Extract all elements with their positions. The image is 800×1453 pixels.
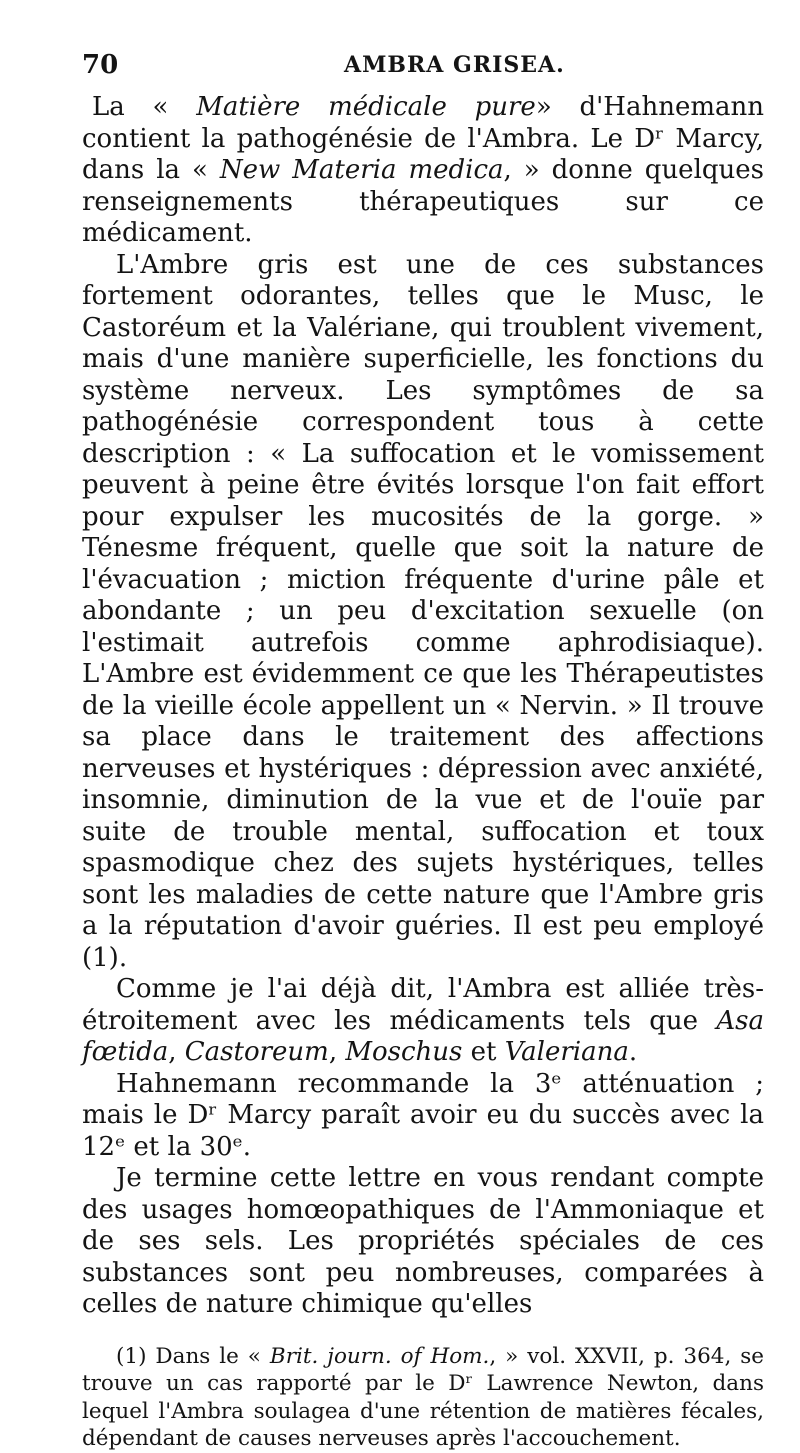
italic-text: Moschus — [345, 1037, 463, 1067]
text-run: La « — [92, 92, 197, 122]
page-header — [82, 50, 764, 90]
text-run: Je termine cette lettre en vous rendant compte des usages homœopathiques de l'Ammoniaque et de ses sels. Les propriétés spéciales de ces substances sont peu nombreuses, comparées à celles de nature chimique qu'elles — [82, 1163, 764, 1319]
text-run: (1) Dans le « — [116, 1343, 270, 1369]
italic-text: Asa fœtida — [82, 1005, 764, 1067]
running-head: AMBRA GRISEA. — [344, 52, 565, 78]
footnote — [82, 1343, 764, 1453]
paragraph — [82, 974, 764, 1069]
page-number: 70 — [82, 50, 119, 80]
text-run: , » donne quelques renseignements thérapeutiques sur ce médicament. — [82, 155, 765, 248]
italic-text: Castoreum — [184, 1037, 329, 1067]
footnote-paragraph — [82, 1343, 764, 1453]
text-run: L'Ambre gris est une de ces substances fortement odorantes, telles que le Musc, le Castoréum et la Valériane, qui troublent vivement, mais d'une manière superficielle, les fonctions du système nerveux. Les symptômes de sa pathogénésie correspondent tous à cette description : « La suffocation et le vomissement peuvent à peine être évités lorsque l'on fait effort pour expulser les mucosités de la gorge. » Ténesme fréquent, quelle que soit la nature de l'évacuation ; miction fréquente d'urine pâle et abondante ; un peu d'excitation sexuelle (on l'estimait autrefois comme aphrodisiaque). L'Ambre est évidemment ce que les Thérapeutistes de la vieille école appellent un « Nervin. » Il trouve sa place dans le traitement des affections nerveuses et hystériques : dépression avec anxiété, insomnie, diminution de la vue et de l'ouïe par suite de trouble mental, suffocation et toux spasmodique chez des sujets hystériques, telles sont les maladies de cette nature que l'Ambre gris a la réputation d'avoir guéries. Il est peu employé (1). — [82, 249, 764, 973]
paragraph — [82, 92, 764, 250]
paragraph — [82, 1163, 764, 1321]
text-run: Comme je l'ai déjà dit, l'Ambra est alliée très-étroitement avec les médicaments tels que — [82, 974, 764, 1036]
paragraph — [82, 1069, 764, 1164]
body-text — [82, 92, 764, 1321]
text-run: . — [628, 1037, 638, 1067]
text-run: , — [328, 1037, 346, 1067]
text-run: , — [168, 1037, 185, 1067]
text-run: » d'Hahnemann contient la pathogénésie de l'Ambra. Le Dʳ Marcy, dans la « — [82, 92, 764, 185]
text-run: , » vol. XXVII, p. 364, se trouve un cas rapporté par le Dʳ Lawrence Newton, dans lequel l'Ambra soulagea d'une rétention de matières fécales, dépendant de causes nerveuses après l'accouchement. — [82, 1343, 764, 1451]
italic-text: Matière médicale pure — [196, 92, 536, 122]
italic-text: New Materia medica — [219, 155, 504, 185]
text-run: Hahnemann recommande la 3ᵉ atténuation ; mais le Dʳ Marcy paraît avoir eu du succès avec la 12ᵉ et la 30ᵉ. — [82, 1068, 764, 1162]
italic-text: Brit. journ. of Hom. — [269, 1343, 490, 1369]
text-run: et — [462, 1037, 505, 1067]
paragraph — [82, 250, 764, 975]
italic-text: Valeriana — [504, 1037, 629, 1067]
